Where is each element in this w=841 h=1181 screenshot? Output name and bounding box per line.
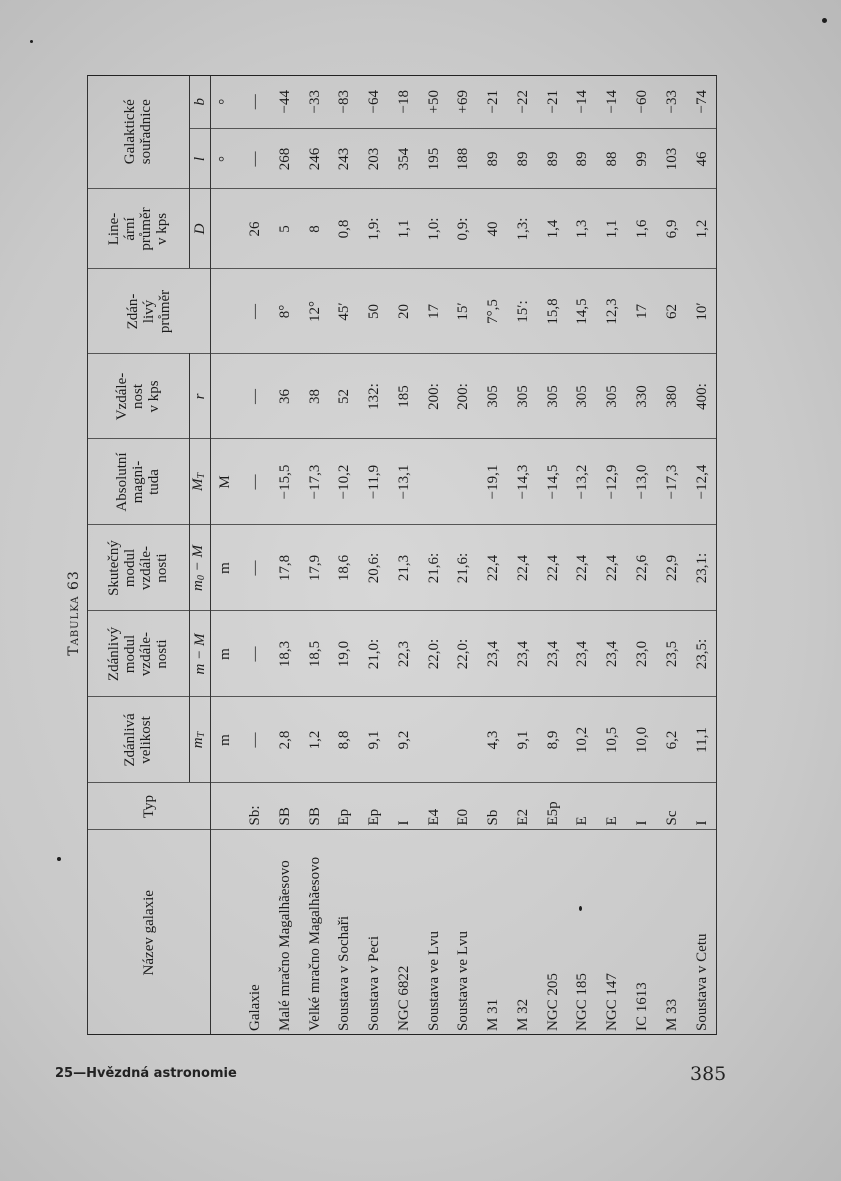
cell-galactic-b: −14 xyxy=(574,90,591,114)
cell-absolute-magnitude: −15,5 xyxy=(271,439,301,525)
cell-linear-diameter: 40 xyxy=(479,189,509,269)
cell-galactic-l: 89 xyxy=(538,129,568,189)
cell-galactic-l: — xyxy=(241,129,271,189)
cell-absolute-magnitude: −14,5 xyxy=(538,439,568,525)
cell-distance: 305 xyxy=(509,354,539,439)
table-row xyxy=(628,75,658,1035)
cell-true-modulus: 23,1: xyxy=(687,525,717,611)
cell-true-modulus: 22,4 xyxy=(568,525,598,611)
cell-apparent-modulus: 23,4 xyxy=(538,611,568,697)
cell-name: NGC 185 xyxy=(568,830,598,1035)
cell-name: NGC 6822 xyxy=(390,830,420,1035)
unit-true-modulus: m xyxy=(211,525,241,611)
unit-apparent-modulus: m xyxy=(211,611,241,697)
cell-apparent-magnitude: 10,0 xyxy=(628,697,658,783)
cell-apparent-modulus: 22,3 xyxy=(390,611,420,697)
cell-angular-diameter: 12° xyxy=(300,269,330,354)
symbol-apparent-magnitude: $m_T$ xyxy=(190,697,211,783)
table-row xyxy=(538,75,568,1035)
cell-galactic-l: 246 xyxy=(300,129,330,189)
page-number: 385 xyxy=(690,1063,727,1085)
cell-apparent-magnitude: 9,1 xyxy=(509,697,539,783)
cell-linear-diameter: 1,1 xyxy=(598,189,628,269)
cell-true-modulus: 22,9 xyxy=(657,525,687,611)
cell-apparent-modulus: 23,4 xyxy=(479,611,509,697)
cell-absolute-magnitude: −17,3 xyxy=(657,439,687,525)
cell-type: I xyxy=(628,783,658,830)
cell-apparent-modulus: 23,5 xyxy=(657,611,687,697)
table-row xyxy=(360,75,390,1035)
cell-galactic-b: — xyxy=(247,94,264,110)
cell-linear-diameter: 26 xyxy=(241,189,271,269)
cell-linear-diameter: 1,4 xyxy=(538,189,568,269)
cell-distance: 400: xyxy=(687,354,717,439)
cell-apparent-magnitude: 9,1 xyxy=(360,697,390,783)
cell-absolute-magnitude: −12,9 xyxy=(598,439,628,525)
cell-distance: 185 xyxy=(390,354,420,439)
unit-absolute-magnitude: M xyxy=(211,439,241,525)
cell-linear-diameter: 0,8 xyxy=(330,189,360,269)
cell-absolute-magnitude: −13,2 xyxy=(568,439,598,525)
cell-distance: 36 xyxy=(271,354,301,439)
cell-linear-diameter: 1,0: xyxy=(419,189,449,269)
galaxy-data-table xyxy=(87,75,717,1035)
cell-name: Soustava ve Lvu xyxy=(449,830,479,1035)
cell-distance: 380 xyxy=(657,354,687,439)
cell-name: Soustava ve Lvu xyxy=(419,830,449,1035)
cell-type: SB xyxy=(271,783,301,830)
cell-name: Galaxie xyxy=(241,830,271,1035)
cell-absolute-magnitude: −12,4 xyxy=(687,439,717,525)
cell-linear-diameter: 6,9 xyxy=(657,189,687,269)
cell-apparent-magnitude: 9,2 xyxy=(390,697,420,783)
cell-distance: 38 xyxy=(300,354,330,439)
cell-distance: 305 xyxy=(568,354,598,439)
cell-type: E4 xyxy=(419,783,449,830)
cell-galactic-l: 188 xyxy=(449,129,479,189)
cell-linear-diameter: 1,1 xyxy=(390,189,420,269)
cell-distance: 330 xyxy=(628,354,658,439)
units-row xyxy=(211,75,241,1035)
cell-type: E2 xyxy=(509,783,539,830)
cell-absolute-magnitude: — xyxy=(241,439,271,525)
cell-true-modulus: 22,4 xyxy=(598,525,628,611)
cell-apparent-modulus: 23,5: xyxy=(687,611,717,697)
cell-type: Sc xyxy=(657,783,687,830)
footer-note: 25—Hvězdná astronomie xyxy=(55,1066,237,1081)
cell-angular-diameter: 17 xyxy=(628,269,658,354)
cell-galactic-l: 89 xyxy=(509,129,539,189)
cell-true-modulus: 18,6 xyxy=(330,525,360,611)
cell-apparent-modulus: 23,0 xyxy=(628,611,658,697)
cell-distance: 52 xyxy=(330,354,360,439)
cell-galactic-l: 99 xyxy=(628,129,658,189)
cell-galactic-l: 88 xyxy=(598,129,628,189)
cell-type: E xyxy=(568,783,598,830)
cell-name: Velké mračno Magalhãesovo xyxy=(300,830,330,1035)
symbol-apparent-modulus: m − M xyxy=(190,611,211,697)
cell-type: E xyxy=(598,783,628,830)
table-row xyxy=(657,75,687,1035)
cell-apparent-modulus: 23,4 xyxy=(568,611,598,697)
cell-galactic-b: −21 xyxy=(544,90,561,114)
cell-apparent-magnitude: 6,2 xyxy=(657,697,687,783)
cell-absolute-magnitude: −13,1 xyxy=(390,439,420,525)
cell-apparent-magnitude xyxy=(449,697,479,783)
cell-true-modulus: 22,4 xyxy=(509,525,539,611)
cell-angular-diameter: 10′ xyxy=(687,269,717,354)
cell-name: Soustava v Cetu xyxy=(687,830,717,1035)
cell-absolute-magnitude: −19,1 xyxy=(479,439,509,525)
cell-apparent-modulus: 22,0: xyxy=(449,611,479,697)
cell-angular-diameter: 8° xyxy=(271,269,301,354)
header-distance: Vzdále- nost v kps xyxy=(87,354,190,439)
cell-galactic-b: −21 xyxy=(485,90,502,114)
cell-linear-diameter: 1,6 xyxy=(628,189,658,269)
cell-absolute-magnitude xyxy=(449,439,479,525)
cell-type: I xyxy=(390,783,420,830)
cell-angular-diameter: 15′ xyxy=(449,269,479,354)
cell-galactic-l: 103 xyxy=(657,129,687,189)
rotated-table-wrapper xyxy=(87,75,717,1035)
cell-name: M 33 xyxy=(657,830,687,1035)
unit-apparent-magnitude: m xyxy=(211,697,241,783)
cell-absolute-magnitude: −17,3 xyxy=(300,439,330,525)
symbol-distance: r xyxy=(190,354,211,439)
cell-angular-diameter: 15,8 xyxy=(538,269,568,354)
cell-name: Soustava v Sochaři xyxy=(330,830,360,1035)
symbol-true-modulus: $m_0 - M$ xyxy=(190,525,211,611)
cell-name: Malé mračno Magalhãesovo xyxy=(271,830,301,1035)
unit-cell xyxy=(211,354,241,439)
cell-distance: 305 xyxy=(538,354,568,439)
table-row xyxy=(300,75,330,1035)
cell-galactic-b: −33 xyxy=(663,90,680,114)
cell-angular-diameter: 62 xyxy=(657,269,687,354)
cell-type: E5p xyxy=(538,783,568,830)
unit-cell xyxy=(211,189,241,269)
cell-distance: — xyxy=(241,354,271,439)
ink-speck xyxy=(822,18,827,23)
cell-true-modulus: 22,4 xyxy=(538,525,568,611)
cell-true-modulus: 22,4 xyxy=(479,525,509,611)
cell-type: Sb xyxy=(479,783,509,830)
cell-galactic-l: 243 xyxy=(330,129,360,189)
unit-cell xyxy=(211,783,241,830)
header-true-distance-modulus: Skutečný modul vzdále- nosti xyxy=(87,525,190,611)
cell-angular-diameter: 17 xyxy=(419,269,449,354)
cell-name: NGC 147 xyxy=(598,830,628,1035)
cell-type: Ep xyxy=(360,783,390,830)
cell-true-modulus: 20,6: xyxy=(360,525,390,611)
cell-apparent-magnitude: 10,5 xyxy=(598,697,628,783)
cell-apparent-magnitude: 2,8 xyxy=(271,697,301,783)
cell-angular-diameter: 14,5 xyxy=(568,269,598,354)
header-linear-diameter: Line- ární průměr v kps xyxy=(87,189,190,269)
table-row xyxy=(241,75,271,1035)
cell-apparent-magnitude: 10,2 xyxy=(568,697,598,783)
symbol-absolute-magnitude: $M_T$ xyxy=(190,439,211,525)
cell-galactic-l: 89 xyxy=(568,129,598,189)
unit-galactic-b: ° xyxy=(217,98,234,105)
cell-galactic-l: 195 xyxy=(419,129,449,189)
cell-galactic-l: 268 xyxy=(271,129,301,189)
cell-angular-diameter: 15′: xyxy=(509,269,539,354)
cell-galactic-b: −22 xyxy=(514,90,531,114)
ink-speck xyxy=(57,857,61,861)
cell-apparent-modulus: 18,5 xyxy=(300,611,330,697)
table-title: Tabulka 63 xyxy=(66,570,82,656)
cell-apparent-magnitude xyxy=(419,697,449,783)
cell-true-modulus: 22,6 xyxy=(628,525,658,611)
cell-true-modulus: 21,6: xyxy=(419,525,449,611)
cell-linear-diameter: 1,3: xyxy=(509,189,539,269)
table-row xyxy=(449,75,479,1035)
cell-apparent-modulus: 23,4 xyxy=(509,611,539,697)
table-row xyxy=(330,75,360,1035)
unit-galactic-l: ° xyxy=(211,129,241,189)
cell-galactic-b: −64 xyxy=(366,90,383,114)
cell-galactic-b: +50 xyxy=(425,90,442,114)
table-row xyxy=(509,75,539,1035)
cell-true-modulus: 21,6: xyxy=(449,525,479,611)
cell-angular-diameter: 20 xyxy=(390,269,420,354)
header-name: Název galaxie xyxy=(87,830,211,1035)
cell-apparent-magnitude: 1,2 xyxy=(300,697,330,783)
table-body xyxy=(211,75,718,1035)
cell-linear-diameter: 1,9: xyxy=(360,189,390,269)
cell-linear-diameter: 8 xyxy=(300,189,330,269)
unit-cell xyxy=(211,830,241,1035)
header-galactic-coordinates: Galaktické souřadnice xyxy=(87,75,190,189)
cell-apparent-magnitude: 8,9 xyxy=(538,697,568,783)
cell-angular-diameter: 12,3 xyxy=(598,269,628,354)
header-type: Typ xyxy=(87,783,211,830)
cell-distance: 200: xyxy=(449,354,479,439)
cell-linear-diameter: 5 xyxy=(271,189,301,269)
cell-name: IC 1613 xyxy=(628,830,658,1035)
cell-galactic-l: 354 xyxy=(390,129,420,189)
cell-type: E0 xyxy=(449,783,479,830)
cell-angular-diameter: — xyxy=(241,269,271,354)
table-row xyxy=(390,75,420,1035)
header-absolute-magnitude: Absolutní magni- tuda xyxy=(87,439,190,525)
cell-name: NGC 205 xyxy=(538,830,568,1035)
cell-absolute-magnitude xyxy=(419,439,449,525)
cell-type: Ep xyxy=(330,783,360,830)
table-row xyxy=(598,75,628,1035)
cell-distance: 132: xyxy=(360,354,390,439)
cell-apparent-magnitude: 11,1 xyxy=(687,697,717,783)
cell-absolute-magnitude: −11,9 xyxy=(360,439,390,525)
cell-apparent-modulus: 21,0: xyxy=(360,611,390,697)
cell-type: SB xyxy=(300,783,330,830)
cell-name: M 32 xyxy=(509,830,539,1035)
cell-galactic-l: 203 xyxy=(360,129,390,189)
cell-absolute-magnitude: −14,3 xyxy=(509,439,539,525)
cell-true-modulus: — xyxy=(241,525,271,611)
unit-cell xyxy=(211,269,241,354)
cell-apparent-magnitude: — xyxy=(241,697,271,783)
cell-true-modulus: 17,8 xyxy=(271,525,301,611)
cell-galactic-b: +69 xyxy=(455,90,472,114)
cell-galactic-b: −60 xyxy=(633,90,650,114)
cell-apparent-magnitude: 4,3 xyxy=(479,697,509,783)
symbol-galactic-b: b xyxy=(190,75,211,129)
cell-distance: 200: xyxy=(419,354,449,439)
table-row xyxy=(479,75,509,1035)
cell-apparent-magnitude: 8,8 xyxy=(330,697,360,783)
cell-linear-diameter: 1,3 xyxy=(568,189,598,269)
cell-angular-diameter: 45′ xyxy=(330,269,360,354)
cell-apparent-modulus: — xyxy=(241,611,271,697)
cell-galactic-b: −33 xyxy=(306,90,323,114)
table-row xyxy=(271,75,301,1035)
cell-galactic-l: 89 xyxy=(479,129,509,189)
cell-angular-diameter: 50 xyxy=(360,269,390,354)
header-apparent-magnitude: Zdánlivá velikost xyxy=(87,697,190,783)
cell-angular-diameter: 7°,5 xyxy=(479,269,509,354)
cell-distance: 305 xyxy=(479,354,509,439)
ink-speck xyxy=(30,40,33,43)
cell-true-modulus: 21,3 xyxy=(390,525,420,611)
cell-type: Sb: xyxy=(241,783,271,830)
cell-apparent-modulus: 22,0: xyxy=(419,611,449,697)
cell-galactic-b: −83 xyxy=(336,90,353,114)
cell-absolute-magnitude: −10,2 xyxy=(330,439,360,525)
symbol-linear-diameter: D xyxy=(190,189,211,269)
table-row xyxy=(687,75,717,1035)
cell-name: Soustava v Peci xyxy=(360,830,390,1035)
cell-apparent-modulus: 23,4 xyxy=(598,611,628,697)
table-row xyxy=(568,75,598,1035)
cell-linear-diameter: 1,2 xyxy=(687,189,717,269)
cell-distance: 305 xyxy=(598,354,628,439)
header-angular-diameter: Zdán- livý průměr xyxy=(87,269,211,354)
cell-galactic-b: −44 xyxy=(276,90,293,114)
header-apparent-distance-modulus: Zdánlivý modul vzdále- nosti xyxy=(87,611,190,697)
table-row xyxy=(419,75,449,1035)
cell-type: I xyxy=(687,783,717,830)
cell-galactic-b: −18 xyxy=(395,90,412,114)
cell-apparent-modulus: 19,0 xyxy=(330,611,360,697)
cell-galactic-b: −14 xyxy=(604,90,621,114)
cell-galactic-b: −74 xyxy=(693,90,710,114)
cell-apparent-modulus: 18,3 xyxy=(271,611,301,697)
symbol-galactic-l: l xyxy=(190,129,211,189)
cell-absolute-magnitude: −13,0 xyxy=(628,439,658,525)
cell-name: M 31 xyxy=(479,830,509,1035)
cell-linear-diameter: 0,9: xyxy=(449,189,479,269)
cell-galactic-l: 46 xyxy=(687,129,717,189)
cell-true-modulus: 17,9 xyxy=(300,525,330,611)
